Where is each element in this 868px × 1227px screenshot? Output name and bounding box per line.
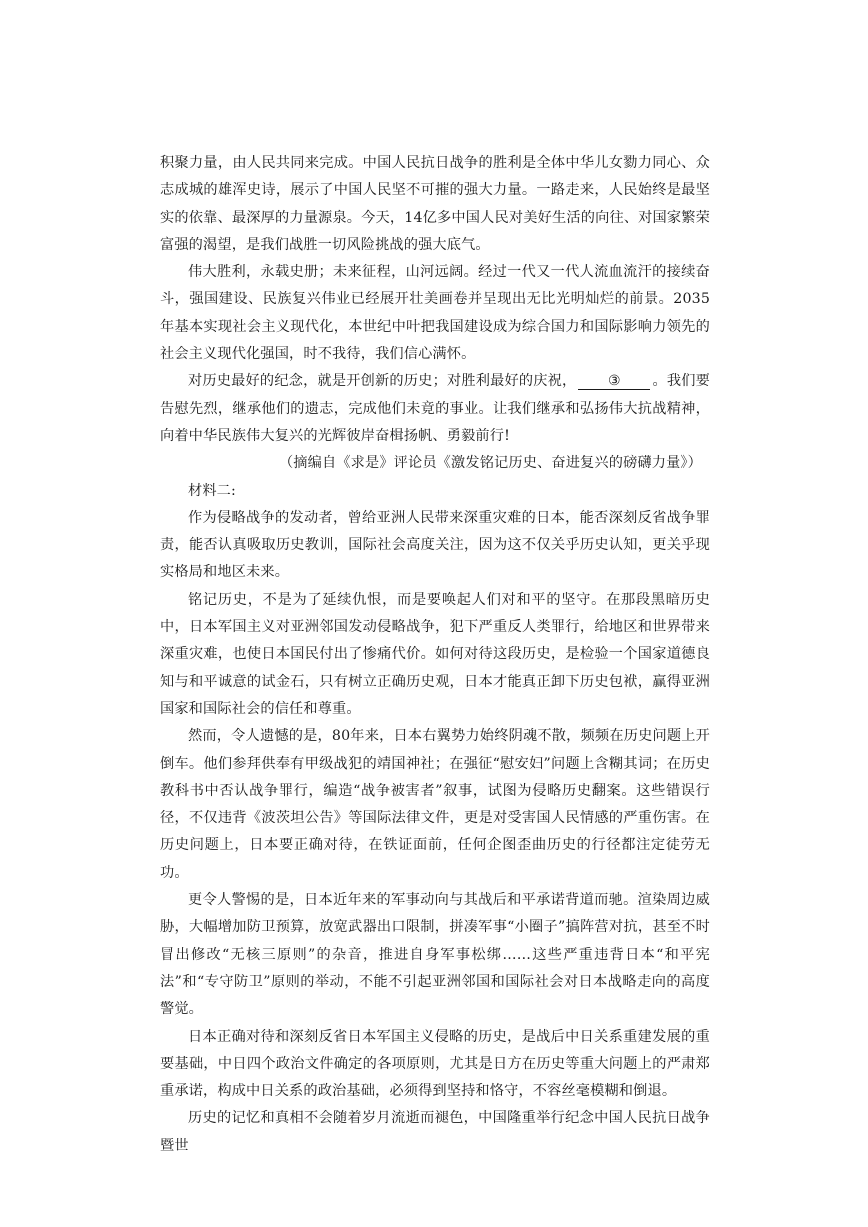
material2-paragraph-4: 更令人警惕的是，日本近年来的军事动向与其战后和平承诺背道而驰。渲染周边威胁，大幅增加防卫预算，放宽武器出口限制，拼凑军事“小圈子”搞阵营对抗，甚至不时冒出修改“无核三原则”的杂音，推进自身军事松绑……这些严重违背日本“和平宪法”和“专守防卫”原则的举动，不能不引起亚洲邻国和国际社会对日本战略走向的高度警觉。 xyxy=(160,892,710,1018)
material2-paragraph-1: 作为侵略战争的发动者，曾给亚洲人民带来深重灾难的日本，能否深刻反省战争罪责，能否认真吸取历史教训，国际社会高度关注，因为这不仅关乎历史认知，更关乎现实格局和地区未来。 xyxy=(160,509,710,581)
material2-paragraph-5: 日本正确对待和深刻反省日本军国主义侵略的历史，是战后中日关系重建发展的重要基础，中日四个政治文件确定的各项原则，尤其是日方在历史等重大问题上的严肃郑重承诺，构成中日关系的政治基础，必须得到坚持和恪守，不容丝毫模糊和倒退。 xyxy=(160,1028,710,1100)
paragraph-3-text-after: 。我们要告慰先烈，继承他们的遗志，完成他们未竟的事业。让我们继承和弘扬伟大抗战精神，向着中华民族伟大复兴的光辉彼岸奋楫扬帆、勇毅前行! xyxy=(160,373,710,444)
fill-in-blank-3: ③ xyxy=(578,373,650,390)
material2-label: 材料二: xyxy=(188,482,236,499)
material1-paragraph-2: 伟大胜利，永载史册；未来征程，山河远阔。经过一代又一代人流血流汗的接续奋斗，强国建设、民族复兴伟业已经展开壮美画卷并呈现出无比光明灿烂的前景。2035年基本实现社会主义现代化，本世纪中叶把我国建设成为综合国力和国际影响力领先的社会主义现代化强国，时不我待，我们信心满怀。 xyxy=(160,264,710,363)
material2-paragraph-2: 铭记历史，不是为了延续仇恨，而是要唤起人们对和平的坚守。在那段黑暗历史中，日本军国主义对亚洲邻国发动侵略战争，犯下严重反人类罪行，给地区和世界带来深重灾难，也使日本国民付出了惨痛代价。如何对待这段历史，是检验一个国家道德良知与和平诚意的试金石，只有树立正确历史观，日本才能真正卸下历史包袱，赢得亚洲国家和国际社会的信任和尊重。 xyxy=(160,591,710,717)
document-page xyxy=(160,150,710,1160)
material2-paragraph-6: 历史的记忆和真相不会随着岁月流逝而褪色，中国隆重举行纪念中国人民抗日战争暨世 xyxy=(160,1110,710,1154)
material1-paragraph-3 xyxy=(160,368,710,450)
paragraph-3-text-before: 对历史最好的纪念，就是开创新的历史；对胜利最好的庆祝， xyxy=(188,373,577,390)
material1-paragraph-1: 积聚力量，由人民共同来完成。中国人民抗日战争的胜利是全体中华儿女勠力同心、众志成城的雄浑史诗，展示了中国人民坚不可摧的强大力量。一路走来，人民始终是最坚实的依靠、最深厚的力量源泉。今天，14亿多中国人民对美好生活的向往、对国家繁荣富强的渴望，是我们战胜一切风险挑战的强大底气。 xyxy=(160,155,710,253)
material1-source: （摘编自《求是》评论员《激发铭记历史、奋进复兴的磅礴力量》） xyxy=(278,455,702,472)
material2-paragraph-3: 然而，令人遗憾的是，80年来，日本右翼势力始终阴魂不散，频频在历史问题上开倒车。他们参拜供奉有甲级战犯的靖国神社；在强征“慰安妇”问题上含糊其词；在历史教科书中否认战争罪行，编造“战争被害者”叙事，试图为侵略历史翻案。这些错误行径，不仅违背《波茨坦公告》等国际法律文件，更是对受害国人民情感的严重伤害。在历史问题上，日本要正确对待，在铁证面前，任何企图歪曲历史的行径都注定徒劳无功。 xyxy=(160,728,710,881)
